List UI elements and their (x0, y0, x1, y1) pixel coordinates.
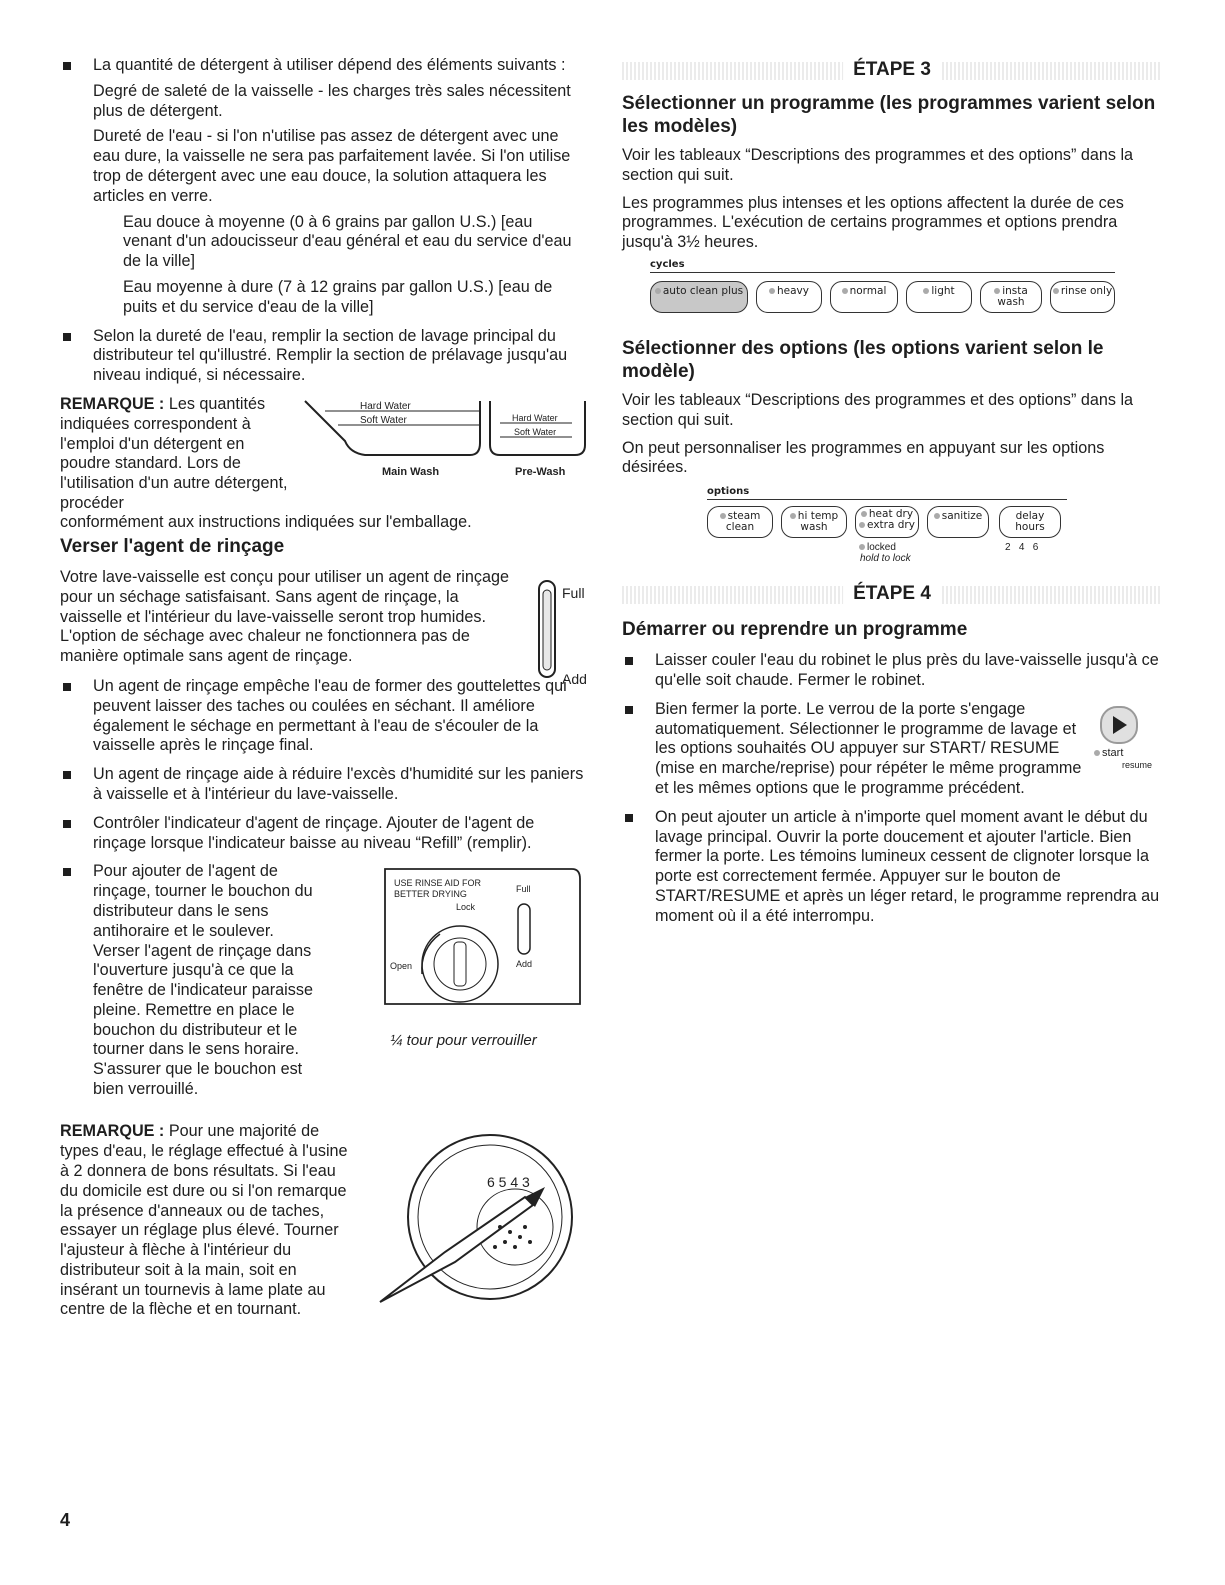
bullet-run-hot-water (622, 651, 1162, 691)
cycle-heavy-button[interactable] (756, 281, 822, 313)
locked-indicator (859, 542, 896, 553)
step4-title: ÉTAPE 4 (843, 583, 941, 605)
cap-open-label: Open (390, 961, 413, 972)
option-delay-hours-button[interactable] (999, 506, 1061, 538)
bullet-text: Selon la dureté de l'eau, remplir la section de lavage principal du distributeur tel qu'illustré. Remplir la section de prélavage jusqu'au niveau indiqué, si nécessaire. (93, 326, 568, 385)
remarque-text (60, 395, 295, 514)
bullet-text: Pour ajouter de l'agent de rinçage, tourner le bouchon du distributeur dans le sens antihoraire et le soulever. Verser l'agent de rinçage dans l'ouverture jusqu'à ce que la fenêtre de l'indicateur paraisse pleine. Remettre en place le bouchon du distributeur et le tourner dans le sens horaire. S'assurer que le bouchon est bien verrouillé. (93, 862, 313, 1099)
prewash-hard-water-label: Hard Water (512, 412, 558, 423)
option-sanitize-button[interactable] (927, 506, 989, 538)
hold-to-lock-label: hold to lock (860, 553, 911, 565)
caption-quarter-turn: ¼ tour pour verrouiller (390, 1032, 537, 1050)
bullet-rinse-aid-fill (60, 862, 323, 1100)
cycle-normal-button[interactable] (830, 281, 898, 313)
remarque-label: REMARQUE : (60, 394, 165, 413)
bullet-rinse-aid-indicator (60, 814, 585, 854)
bullet-rinse-aid-humidity (60, 765, 585, 805)
paragraph-program-tables: Voir les tableaux “Descriptions des programmes et des options” dans la section qui suit. (622, 146, 1134, 184)
paragraph-water-hardness: Dureté de l'eau - si l'on n'utilise pas assez de détergent avec une eau dure, la vaisselle ne sera pas parfaitement lavée. Si l'on utilise trop de détergent avec une eau douce, la solution attaquera les articles en verre. (93, 127, 571, 205)
adjuster-dial-illustration (375, 1127, 575, 1307)
option-label: steam clean (725, 510, 761, 534)
resume-label: resume (1122, 759, 1153, 770)
play-icon (1113, 716, 1127, 734)
rinse-aid-bullets (60, 677, 585, 853)
cycle-label: light (931, 284, 955, 297)
options-label: options (707, 486, 1067, 500)
option-heat-dry-button[interactable] (855, 506, 919, 538)
left-column (60, 56, 585, 1342)
gauge-add-label: Add (562, 670, 587, 686)
options-panel (707, 486, 1067, 580)
soft-water-label: Soft Water (360, 414, 407, 426)
step3-banner (622, 56, 1162, 86)
heading-start-resume: Démarrer ou reprendre un programme (622, 619, 968, 641)
paragraph-hard-water: Eau moyenne à dure (7 à 12 grains par gallon U.S.) [eau de puits et du service d'eau de la ville] (123, 277, 553, 316)
locked-label: locked (867, 542, 896, 554)
rinse-aid-cap-diagram (380, 864, 585, 1014)
rinse-aid-intro: Votre lave-vaisselle est conçu pour utiliser un agent de rinçage pour un séchage satisfaisant. Sans agent de rinçage, la vaisselle et l'intérieur du lave-vaisselle seront trop humides. L'option de séchage avec chaleur ne fonctionnera pas de manière optimale sans agent de rinçage. (60, 567, 510, 666)
bullet-add-item (622, 808, 1162, 927)
cap-full-label: Full (516, 884, 531, 895)
bullet-close-door (622, 700, 1162, 799)
cycle-label: normal (849, 284, 887, 297)
heading-rinse-aid: Verser l'agent de rinçage (60, 535, 285, 557)
bullet-text: Contrôler l'indicateur d'agent de rinçage. Ajouter de l'agent de rinçage lorsque l'indicateur baisse au niveau “Refill” (remplir). (93, 813, 535, 852)
cycle-label: auto clean plus (662, 284, 744, 297)
cycles-label: cycles (650, 259, 1115, 273)
paragraph-program-duration: Les programmes plus intenses et les options affectent la durée de ces programmes. L'exécution de certains programmes et options prendra jusqu'à 3½ heures. (622, 193, 1124, 252)
bullet-text: Laisser couler l'eau du robinet le plus près du lave-vaisselle jusqu'à ce qu'elle soit chaude. Fermer le robinet. (655, 651, 1159, 689)
remarque-body: Pour une majorité de types d'eau, le réglage effectué à l'usine à 2 donnera de bons résultats. Si l'eau du domicile est dure ou si l'on remarque la présence d'anneaux ou de taches, essayer un réglage plus élevé. Tourner l'ajusteur à flèche à l'intérieur du distributeur soit à la main, soit en insérant un tournevis à lame plate au centre de la flèche et en tournant. (60, 1122, 348, 1319)
bullet-rinse-aid-droplets (60, 677, 585, 756)
cycle-insta-wash-button[interactable] (980, 281, 1042, 313)
dial-numbers: 6 5 4 3 (487, 1174, 530, 1191)
rinse-aid-fill-block (60, 862, 585, 1120)
step4-banner (622, 580, 1162, 610)
option-label: heat dry (868, 508, 914, 521)
cap-add-label: Add (516, 959, 533, 970)
option-hi-temp-wash-button[interactable] (781, 506, 847, 538)
remarque-block (60, 394, 585, 531)
bullet-text: Bien fermer la porte. Le verrou de la porte s'engage automatiquement. Sélectionner le programme de lavage et les options souhaités OU appuyer sur START/ RESUME (mise en marche/reprise) pour répéter le même programme et les mêmes options que le programme précédent. (655, 699, 1082, 797)
option-steam-clean-button[interactable] (707, 506, 773, 538)
start-label-row (1094, 744, 1123, 764)
bullet-detergent-quantity (60, 56, 585, 318)
paragraph-customize-options: On peut personnaliser les programmes en appuyant sur les options désirées. (622, 438, 1105, 477)
pre-wash-label: Pre-Wash (515, 465, 566, 478)
cycles-panel (650, 259, 1115, 329)
option-label: extra dry (867, 519, 915, 532)
bullet-fill-dispenser (60, 327, 585, 386)
cycle-rinse-only-button[interactable] (1050, 281, 1115, 313)
option-label: sanitize (941, 510, 983, 523)
bullet-text: On peut ajouter un article à n'importe quel moment avant le début du lavage principal. Ouvrir la porte doucement et ajouter l'article. Bien fermer la porte. Les témoins lumineux cessent de clignoter lorsque la porte est correctement fermée. Appuyer sur le bouton de START/RESUME et après un léger retard, le programme reprendra au moment où il a été interrompu. (655, 807, 1160, 925)
paragraph-options-tables: Voir les tableaux “Descriptions des programmes et des options” dans la section qui suit. (622, 390, 1134, 429)
paragraph-soil-level: Degré de saleté de la vaisselle - les charges très sales nécessitent plus de détergent. (93, 81, 571, 120)
option-label: delay hours (1015, 510, 1045, 534)
right-column (622, 56, 1162, 936)
hard-water-label: Hard Water (360, 400, 411, 412)
remarque-text-continued: conformément aux instructions indiquées sur l'emballage. (60, 512, 472, 531)
bullet-text: Un agent de rinçage aide à réduire l'excès d'humidité sur les paniers à vaisselle et à l'intérieur du lave-vaisselle. (93, 765, 584, 803)
start-label: start (1102, 746, 1124, 759)
cycle-label: insta wash (997, 284, 1028, 308)
prewash-soft-water-label: Soft Water (514, 426, 557, 437)
remarque2-block (60, 1122, 585, 1342)
main-wash-label: Main Wash (382, 465, 440, 478)
gauge-full-label: Full (562, 584, 585, 601)
bullet-text: Un agent de rinçage empêche l'eau de former des gouttelettes qui peuvent laisser des taches ou coulées en séchant. Il améliore également le séchage en permettant à l'eau de s'écouler de la vaisselle après le rinçage final. (93, 676, 567, 755)
cycle-label: rinse only (1060, 284, 1113, 297)
page-number: 4 (60, 1510, 71, 1530)
rinse-aid-intro-block (60, 567, 587, 686)
cycle-label: heavy (777, 284, 809, 297)
cycle-auto-clean-plus-button[interactable] (650, 281, 748, 313)
heading-select-program: Sélectionner un programme (les programmes varient selon les modèles) (622, 93, 1156, 137)
rinse-aid-gauge (532, 576, 592, 686)
paragraph-soft-water: Eau douce à moyenne (0 à 6 grains par gallon U.S.) [eau venant d'un adoucisseur d'eau général et eau du service d'eau de la ville] (123, 212, 572, 271)
cycle-light-button[interactable] (906, 281, 972, 313)
cap-instruction-line2: BETTER DRYING (394, 889, 467, 900)
heading-select-options: Sélectionner des options (les options varient selon le modèle) (622, 337, 1104, 382)
detergent-dispenser-diagram (300, 393, 590, 493)
remarque-body: Les quantités indiquées correspondent à l'emploi d'un détergent en poudre standard. Lors de l'utilisation d'un autre détergent, procéder (60, 394, 288, 512)
start-resume-button[interactable] (1100, 706, 1138, 744)
start-bullets (622, 651, 1162, 926)
bullet-text: La quantité de détergent à utiliser dépend des éléments suivants : (93, 56, 566, 74)
delay-hours-values: 2 4 6 (1005, 542, 1039, 554)
cap-lock-label: Lock (456, 902, 476, 913)
step3-title: ÉTAPE 3 (843, 59, 941, 81)
cap-instruction-line1: USE RINSE AID FOR (394, 878, 482, 889)
option-label: hi temp wash (797, 510, 839, 534)
remarque-label: REMARQUE : (60, 1122, 165, 1141)
